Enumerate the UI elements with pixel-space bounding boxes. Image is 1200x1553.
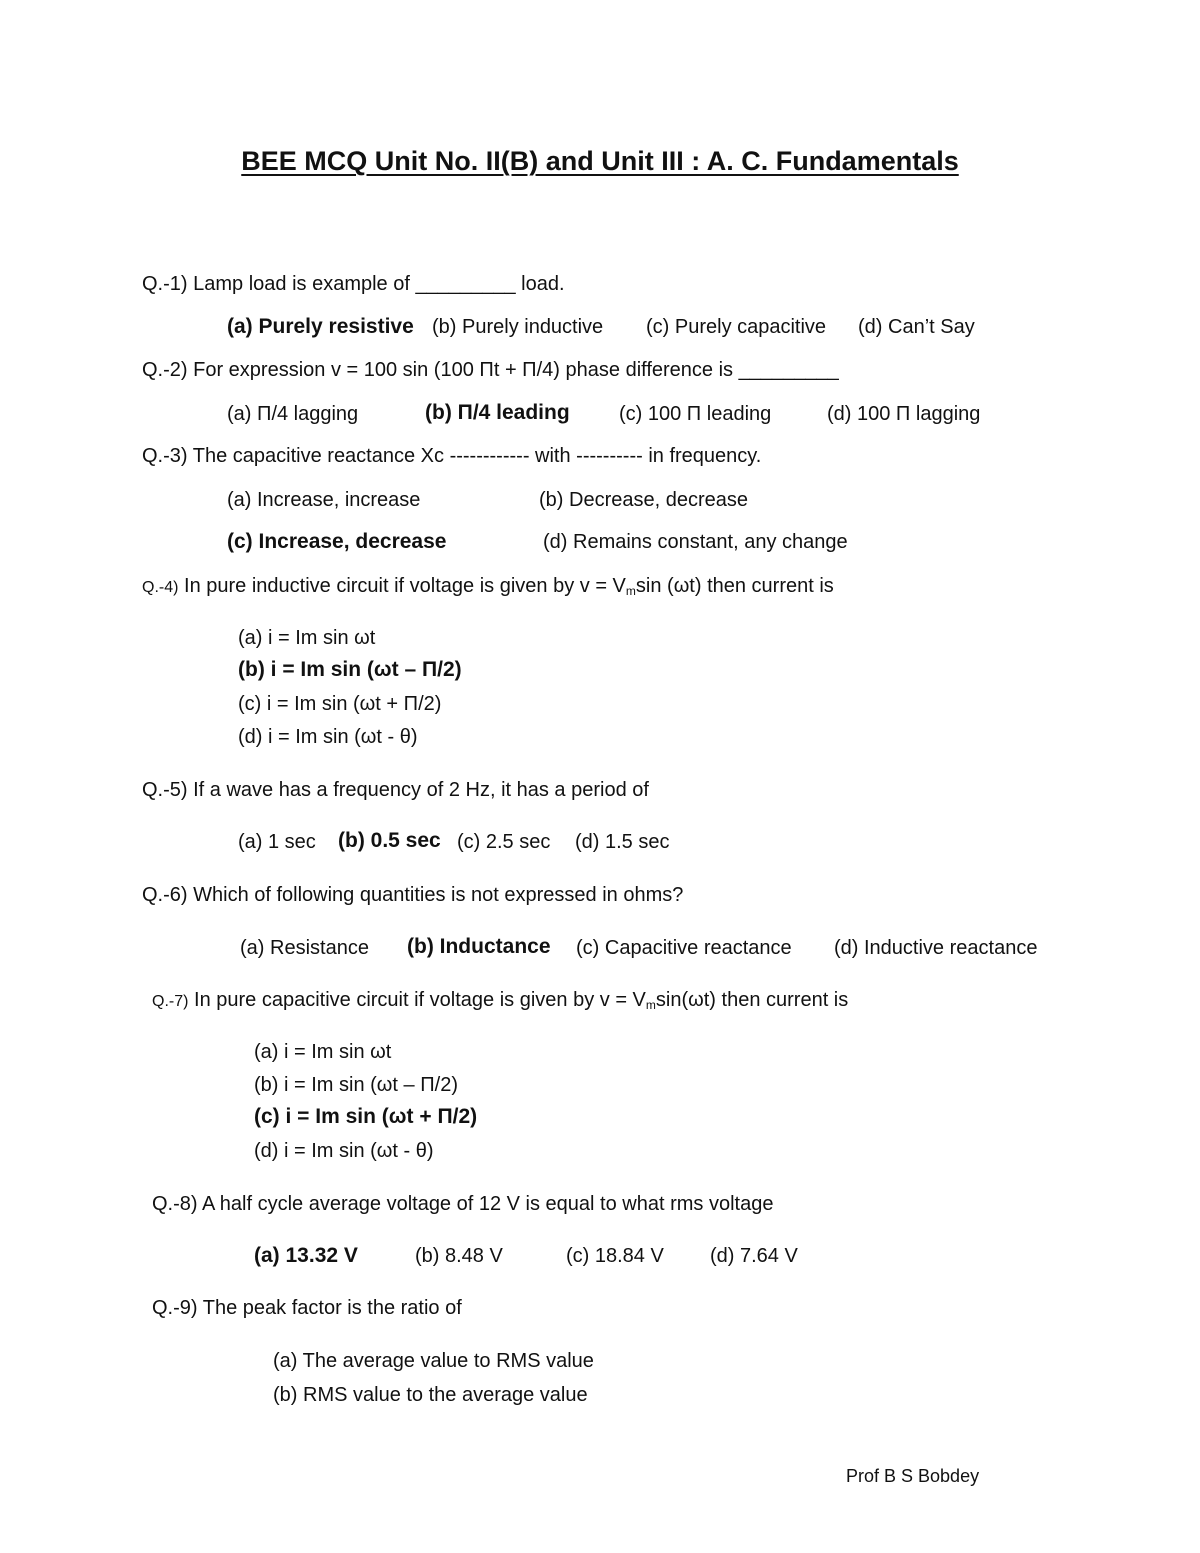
option-a: (a) Resistance — [240, 937, 369, 959]
option-b: (b) Purely inductive — [432, 316, 604, 338]
option-b: (b) Π/4 leading — [425, 401, 570, 424]
question-number: Q.-9) — [152, 1297, 198, 1319]
question-number: Q.-7) — [152, 993, 189, 1010]
question-4 — [142, 576, 834, 597]
option-c: (c) 100 Π leading — [619, 403, 772, 425]
option-d: (d) Can’t Say — [858, 316, 975, 338]
question-number: Q.-1) — [142, 273, 188, 295]
question-text: If a wave has a frequency of 2 Hz, it has a period of — [193, 779, 649, 801]
question-number: Q.-5) — [142, 779, 188, 801]
option-a: (a) Purely resistive — [227, 315, 414, 338]
option-b: (b) Inductance — [407, 935, 551, 958]
question-text: Lamp load is example of _________ load. — [193, 273, 565, 295]
option-d: (d) Remains constant, any change — [543, 531, 848, 553]
option-c: (c) Purely capacitive — [646, 316, 827, 338]
question-3 — [142, 446, 761, 466]
question-8 — [152, 1194, 773, 1214]
option-a: (a) 13.32 V — [254, 1244, 358, 1267]
option-a: (a) Π/4 lagging — [227, 403, 359, 425]
option-d: (d) i = Im sin (ωt - θ) — [238, 726, 418, 748]
question-number: Q.-8) — [152, 1193, 198, 1215]
option-c: (c) Increase, decrease — [227, 530, 447, 553]
option-c: (c) 18.84 V — [566, 1245, 664, 1267]
question-9 — [152, 1298, 462, 1318]
question-number: Q.-6) — [142, 884, 188, 906]
question-6 — [142, 885, 683, 905]
question-2 — [142, 360, 839, 380]
option-a: (a) The average value to RMS value — [273, 1350, 594, 1372]
option-c: (c) i = Im sin (ωt + Π/2) — [254, 1105, 478, 1128]
question-text: The peak factor is the ratio of — [202, 1297, 462, 1319]
option-d: (d) i = Im sin (ωt - θ) — [254, 1140, 434, 1162]
question-text: In pure capacitive circuit if voltage is given by $v = V_m\sin(\omega t)$ then current is — [194, 989, 849, 1012]
question-7 — [152, 990, 848, 1011]
option-d: (d) 100 Π lagging — [827, 403, 981, 425]
option-b: (b) 0.5 sec — [338, 829, 441, 852]
option-c: (c) 2.5 sec — [457, 831, 551, 853]
question-number: Q.-3) — [142, 445, 188, 467]
option-d: (d) Inductive reactance — [834, 937, 1038, 959]
question-number: Q.-2) — [142, 359, 188, 381]
question-text: In pure inductive circuit if voltage is given by $v = V_m\sin$ (ωt) then current is — [184, 575, 834, 598]
question-text: For expression v = 100 sin (100 Πt + Π/4) phase difference is _________ — [193, 359, 839, 381]
option-a: (a) Increase, increase — [227, 489, 421, 511]
option-a: (a) 1 sec — [238, 831, 316, 853]
option-d: (d) 1.5 sec — [575, 831, 670, 853]
question-5 — [142, 780, 649, 800]
question-number: Q.-4) — [142, 579, 179, 596]
option-a: (a) i = Im sin ωt — [254, 1041, 392, 1063]
option-b: (b) Decrease, decrease — [539, 489, 748, 511]
option-a: (a) i = Im sin ωt — [238, 627, 376, 649]
option-d: (d) 7.64 V — [710, 1245, 798, 1267]
option-b: (b) 8.48 V — [415, 1245, 503, 1267]
question-text: Which of following quantities is not expressed in ohms? — [193, 884, 684, 906]
question-text: A half cycle average voltage of 12 V is equal to what rms voltage — [202, 1193, 774, 1215]
page-footer: Prof B S Bobdey — [846, 1466, 980, 1486]
page-title: BEE MCQ Unit No. II(B) and Unit III : A. C. Fundamentals — [241, 146, 959, 176]
question-text: The capacitive reactance Xc ------------ with ---------- in frequency. — [192, 445, 762, 467]
option-c: (c) i = Im sin (ωt + Π/2) — [238, 693, 442, 715]
option-c: (c) Capacitive reactance — [576, 937, 792, 959]
option-b: (b) i = Im sin (ωt – Π/2) — [254, 1074, 458, 1096]
option-b: (b) RMS value to the average value — [273, 1384, 588, 1406]
option-b: (b) i = Im sin (ωt – Π/2) — [238, 658, 462, 681]
question-1 — [142, 274, 565, 294]
